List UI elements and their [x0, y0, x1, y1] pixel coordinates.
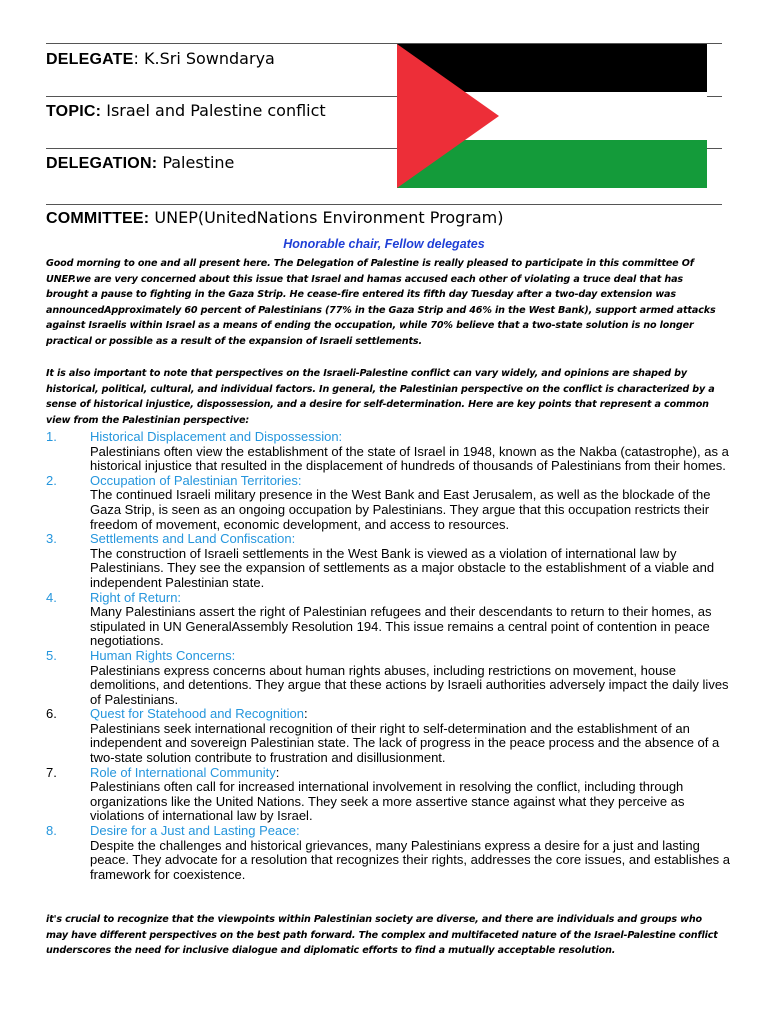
- point-title: Settlements and Land Confiscation:: [90, 531, 296, 547]
- committee-line: [46, 208, 504, 228]
- list-item: [46, 707, 736, 765]
- point-body: The continued Israeli military presence in the West Bank and East Jerusalem, as well as the blockade of the Gaza Strip, is seen as an ongoing occupation by Palestinians. They argue that this occupation restricts their freedom of movement, economic development, and access to resources.: [90, 487, 711, 532]
- point-body: Palestinians express concerns about human rights abuses, including restrictions on movement, house demolitions, and detentions. They argue that these actions by Israeli authorities adversely impact the daily lives of Palestinians.: [90, 662, 729, 707]
- point-body: Palestinians often call for increased international involvement in resolving the conflict, including through organizations like the United Nations. They seek a more assertive stance against what they perceive as violations of international law by Israel.: [90, 779, 685, 824]
- topic-value: Israel and Palestine conflict: [101, 101, 326, 120]
- point-body: Palestinians often view the establishment of the state of Israel in 1948, known as the Nakba (catastrophe), as a historical injustice that resulted in the displacement of hundreds of thousands of Palestinians from their homes.: [90, 443, 729, 474]
- point-title: Quest for Statehood and Recognition: [90, 706, 304, 722]
- point-number: 4.: [46, 589, 57, 605]
- topic-line: [46, 101, 326, 121]
- point-body: Palestinians seek international recognition of their right to self-determination and the establishment of an independent and sovereign Palestinian state. The lack of progress in the peace process and the absence of a two-state solution contribute to frustration and disillusionment.: [90, 720, 720, 766]
- point-title: Desire for a Just and Lasting Peace:: [90, 823, 300, 839]
- rule-3: [46, 204, 722, 205]
- point-number: 7.: [46, 764, 57, 780]
- delegation-value: Palestine: [157, 153, 235, 172]
- topic-label: TOPIC:: [46, 103, 102, 120]
- point-number: 6.: [46, 706, 57, 722]
- point-number: 3.: [46, 531, 57, 547]
- list-item: [46, 474, 736, 532]
- list-item: [46, 430, 736, 474]
- point-body: The construction of Israeli settlements in the West Bank is viewed as a violation of international law by Palestinians. They see the expansion of settlements as a major obstacle to the establishment of a viable and independent Palestinian state.: [90, 545, 715, 590]
- perspective-paragraph: It is also important to note that perspectives on the Israeli-Palestine conflict can vary widely, and opinions are shaped by historical, political, cultural, and individual factors. In general, the Palestinian perspective on the conflict is characterized by a sense of historical injustice, dispossession, and a desire for self-determination. Here are key points that represent a common view from the Palestinian perspective:: [46, 368, 715, 426]
- point-number: 5.: [46, 647, 57, 663]
- delegate-label: DELEGATE: [46, 51, 134, 68]
- point-title: Occupation of Palestinian Territories:: [90, 472, 302, 488]
- point-title: Human Rights Concerns:: [90, 647, 236, 663]
- point-body: Many Palestinians assert the right of Palestinian refugees and their descendants to return to their homes, as stipulated in UN GeneralAssembly Resolution 194. This issue remains a central point of contention in peace negotiations.: [90, 604, 712, 649]
- conclusion-paragraph: it's crucial to recognize that the viewpoints within Palestinian society are diverse, and there are individuals and groups who may have different perspectives on the best path forward. The complex and multifaceted nature of the Israel-Palestine conflict underscores the need for inclusive dialogue and diplomatic efforts to find a mutually acceptable resolution.: [46, 914, 718, 956]
- point-title-colon: :: [275, 764, 280, 780]
- point-title: Historical Displacement and Dispossession:: [90, 429, 343, 444]
- point-title-colon: :: [303, 706, 308, 722]
- delegate-value: : K.Sri Sowndarya: [133, 49, 275, 68]
- delegate-line: [46, 49, 275, 69]
- intro-paragraph: Good morning to one and all present here. The Delegation of Palestine is really pleased to participate in this committee Of UNEP.we are very concerned about this issue that Israel and hamas accused each other of violating a truce deal that has brought a pause to fighting in the Gaza Strip. He cease-fire entered its fifth day Tuesday after a two-day extension was announcedApproximately 60 percent of Palestinians (77% in the Gaza Strip and 46% in the West Bank), support armed attacks against Israelis within Israel as a means of ending the occupation, while 70% believe that a two-state solution is no longer practical or possible as a result of the expansion of Israeli settlements.: [46, 258, 716, 347]
- point-number: 8.: [46, 823, 57, 839]
- point-number: 1.: [46, 429, 57, 444]
- palestine-flag-image: [397, 44, 707, 188]
- delegation-line: [46, 153, 234, 173]
- salutation: Honorable chair, Fellow delegates: [283, 237, 485, 251]
- delegation-label: DELEGATION:: [46, 155, 158, 172]
- point-body: Despite the challenges and historical grievances, many Palestinians express a desire for a just and lasting peace. They advocate for a resolution that recognizes their rights, addresses the core issues, and establishes a framework for coexistence.: [90, 837, 731, 882]
- list-item: [46, 532, 736, 590]
- key-points-list: [46, 430, 736, 882]
- list-item: [46, 766, 736, 824]
- point-title: Role of International Community: [90, 764, 276, 780]
- point-title: Right of Return:: [90, 589, 182, 605]
- committee-value: UNEP(UnitedNations Environment Program): [149, 208, 504, 227]
- list-item: [46, 649, 736, 707]
- list-item: [46, 824, 736, 882]
- list-item: [46, 591, 736, 649]
- point-number: 2.: [46, 472, 57, 488]
- committee-label: COMMITTEE:: [46, 210, 150, 227]
